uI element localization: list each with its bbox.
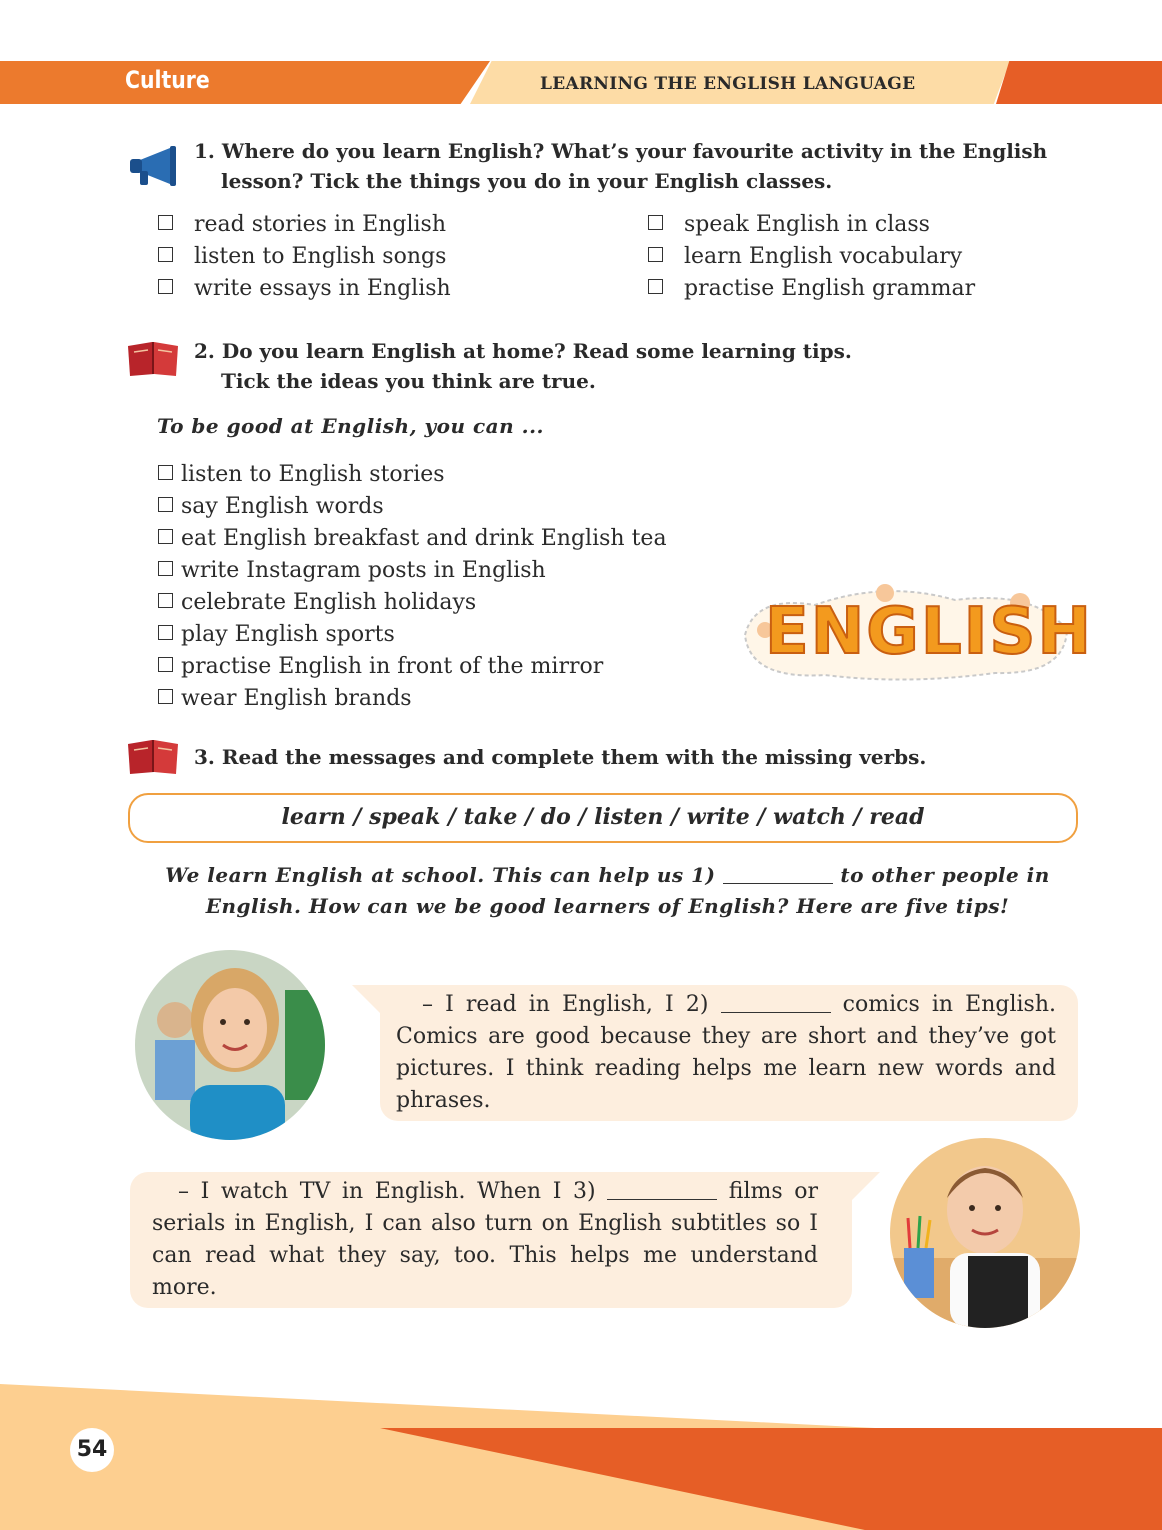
boy-photo <box>890 1138 1080 1328</box>
message-1: – I read in English, I 2) comics in English. Comics are good because they are short and they’ve got pictures. I think reading helps me learn new words and phrases. <box>380 985 1078 1121</box>
checkbox[interactable] <box>158 657 173 672</box>
list-item[interactable]: celebrate English holidays <box>158 587 667 619</box>
list-item[interactable]: practise English in front of the mirror <box>158 651 667 683</box>
task2-line2: Tick the ideas you think are true. <box>221 369 596 393</box>
checkbox[interactable] <box>158 529 173 544</box>
word-box: learn / speak / take / do / listen / write / watch / read <box>128 793 1078 843</box>
list-item[interactable]: say English words <box>158 491 667 523</box>
megaphone-icon <box>126 144 180 192</box>
task1-list-right <box>648 209 975 305</box>
blank-3[interactable] <box>607 1179 717 1200</box>
english-logo-text: ENGLISH <box>765 595 1094 669</box>
checkbox[interactable] <box>158 465 173 480</box>
girl-photo <box>135 950 325 1140</box>
list-item[interactable]: listen to English stories <box>158 459 667 491</box>
message-2: – I watch TV in English. When I 3) films or serials in English, I can also turn on English subtitles so I can read what they say, too. This helps me understand more. <box>130 1172 852 1308</box>
task1-line1: Where do you learn English? What’s your favourite activity in the English <box>221 139 1048 163</box>
checkbox[interactable] <box>158 561 173 576</box>
task3-line: Read the messages and complete them with the missing verbs. <box>221 745 927 769</box>
task3-instructions <box>194 742 1094 772</box>
checkbox[interactable] <box>158 247 173 262</box>
checkbox[interactable] <box>158 593 173 608</box>
header-bar-left <box>0 61 490 104</box>
section-label: Culture <box>125 66 210 94</box>
task1-instructions <box>194 136 1094 196</box>
checkbox[interactable] <box>648 247 663 262</box>
blank-2[interactable] <box>721 992 831 1013</box>
checkbox[interactable] <box>158 625 173 640</box>
task2-line1: Do you learn English at home? Read some learning tips. <box>221 339 852 363</box>
list-item[interactable]: practise English grammar <box>648 273 975 305</box>
checkbox[interactable] <box>158 215 173 230</box>
checkbox[interactable] <box>158 497 173 512</box>
task3-number: 3. <box>194 745 215 769</box>
task3-intro: We learn English at school. This can help us 1) to other people in English. How can we be good learners of English? Here are five tips! <box>165 863 1050 918</box>
task2-lead: To be good at English, you can ... <box>157 414 545 438</box>
list-item[interactable]: wear English brands <box>158 683 667 715</box>
list-item[interactable]: write Instagram posts in English <box>158 555 667 587</box>
page-title: LEARNING THE ENGLISH LANGUAGE <box>540 74 916 94</box>
list-item[interactable]: eat English breakfast and drink English tea <box>158 523 667 555</box>
task2-number: 2. <box>194 339 215 363</box>
task2-list <box>158 459 667 715</box>
list-item[interactable]: learn English vocabulary <box>648 241 975 273</box>
blank-1[interactable] <box>723 863 833 884</box>
checkbox[interactable] <box>648 215 663 230</box>
checkbox[interactable] <box>158 279 173 294</box>
list-item[interactable]: speak English in class <box>648 209 975 241</box>
task1-list-left <box>158 209 451 305</box>
task1-line2: lesson? Tick the things you do in your English classes. <box>221 169 833 193</box>
list-item[interactable]: write essays in English <box>158 273 451 305</box>
book-icon <box>126 738 180 776</box>
task2-instructions <box>194 336 1094 396</box>
task1-number: 1. <box>194 139 215 163</box>
header-bar-right <box>996 61 1162 104</box>
checkbox[interactable] <box>158 689 173 704</box>
list-item[interactable]: play English sports <box>158 619 667 651</box>
list-item[interactable]: listen to English songs <box>158 241 451 273</box>
english-logo-illustration <box>735 575 1094 687</box>
checkbox[interactable] <box>648 279 663 294</box>
list-item[interactable]: read stories in English <box>158 209 451 241</box>
page-number: 54 <box>70 1428 114 1472</box>
book-icon <box>126 340 180 378</box>
